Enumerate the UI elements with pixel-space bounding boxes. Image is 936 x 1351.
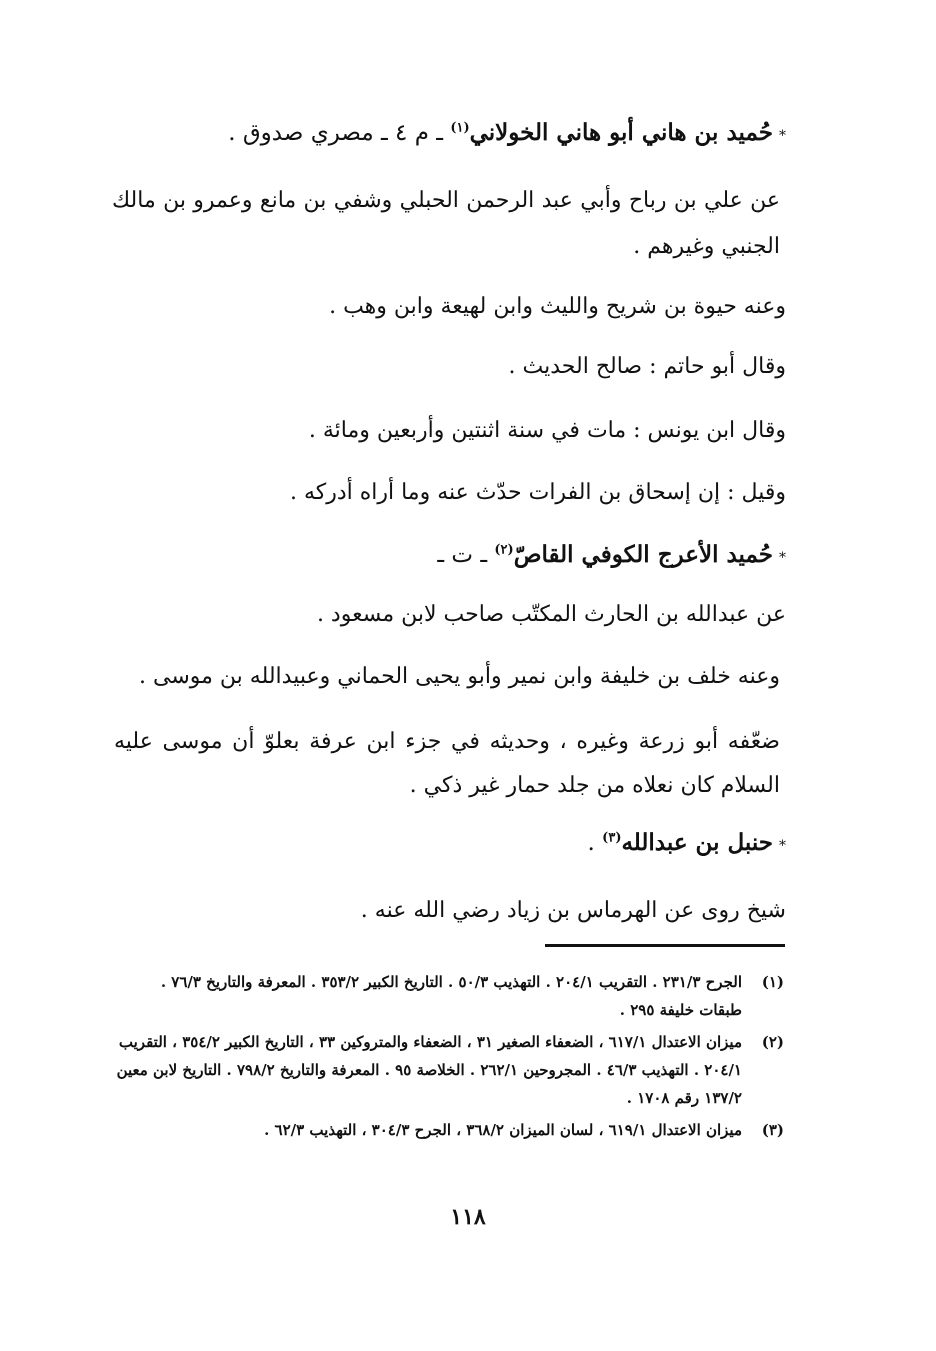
entry-1-paragraph-1: عن علي بن رباح وأبي عبد الرحمن الحبلي وشفي بن مانع وعمرو بن مالك الجنبي وغيرهم . [112,188,780,259]
page-number: ١١٨ [450,1204,486,1230]
entry-star-3: * [779,838,786,854]
footnote-ref-3[interactable]: (٣) [602,830,622,846]
entry-star-1: * [779,128,786,144]
entry-star-2: * [779,550,786,566]
entry-2-paragraph-2: وعنه خلف بن خليفة وابن نمير وأبو يحيى الحماني وعبيدالله بن موسى . [139,664,780,689]
footnote-1 [114,968,784,1024]
entry-heading-2 [126,540,786,573]
footnote-number: (١) [761,973,784,991]
entry-2-paragraph-1: عن عبدالله بن الحارث المكتّب صاحب لابن مسعود . [316,602,786,627]
entry-1-paragraph-4: وقال ابن يونس : مات في سنة اثنتين وأربعين ومائة . [308,418,786,443]
footnote-separator [545,944,785,947]
entry-heading-1 [126,118,786,151]
entry-2-paragraph-3: ضعّفه أبو زرعة وغيره ، وحديثه في جزء ابن عرفة بعلوّ أن موسى عليه السلام كان نعلاه من جلد حمار غير ذكي . [114,729,780,798]
entry-3-paragraph-1: شيخ روى عن الهرماس بن زياد رضي الله عنه . [360,898,786,923]
footnote-text: الجرح ٢٣١/٣ . التقريب ٢٠٤/١ . التهذيب ٥٠/٣ . التاريخ الكبير ٣٥٣/٢ . المعرفة والتاريخ ٧٦/٣ . طبقات خليفة ٢٩٥ . [160,973,742,1019]
footnote-text: ميزان الاعتدال ٦١٧/١ ، الضعفاء الصغير ٣١ ، الضعفاء والمتروكين ٣٣ ، التاريخ الكبير ٣٥٤/٢ ، التقريب ٢٠٤/١ . التهذيب ٤٦/٣ . المجروحين ٢٦٢/١ . الخلاصة ٩٥ . المعرفة والتاريخ ٧٩٨/٢ . التاريخ لابن معين ١٣٧/٢ رقم ١٧٠٨ . [116,1033,742,1107]
entry-heading-3 [126,828,786,861]
footnote-ref-1[interactable]: (١) [450,120,470,136]
footnote-2 [114,1028,784,1112]
footnote-ref-2[interactable]: (٢) [494,542,514,558]
entry-1-paragraph-3: وقال أبو حاتم : صالح الحديث . [508,354,786,379]
footnote-text: ميزان الاعتدال ٦١٩/١ ، لسان الميزان ٣٦٨/٢ ، الجرح ٣٠٤/٣ ، التهذيب ٦٢/٣ . [264,1121,742,1139]
entry-name-3: حنبل بن عبدالله [621,829,773,856]
footnote-3 [114,1116,784,1144]
footnote-number: (٢) [761,1033,784,1051]
entry-suffix-2: ـ ت ـ [437,542,495,568]
entry-1-paragraph-5: وقيل : إن إسحاق بن الفرات حدّث عنه وما أراه أدركه . [289,480,786,505]
footnote-number: (٣) [761,1121,784,1139]
footnotes [114,968,784,1148]
entry-name-2: حُميد الأعرج الكوفي القاصّ [513,541,773,568]
entry-name-1: حُميد بن هاني أبو هاني الخولاني [469,119,773,146]
entry-suffix-1: ـ م ٤ ـ مصري صدوق . [228,120,451,146]
entry-1-paragraph-2: وعنه حيوة بن شريح والليث وابن لهيعة وابن وهب . [329,294,786,319]
entry-suffix-3: . [587,830,603,856]
